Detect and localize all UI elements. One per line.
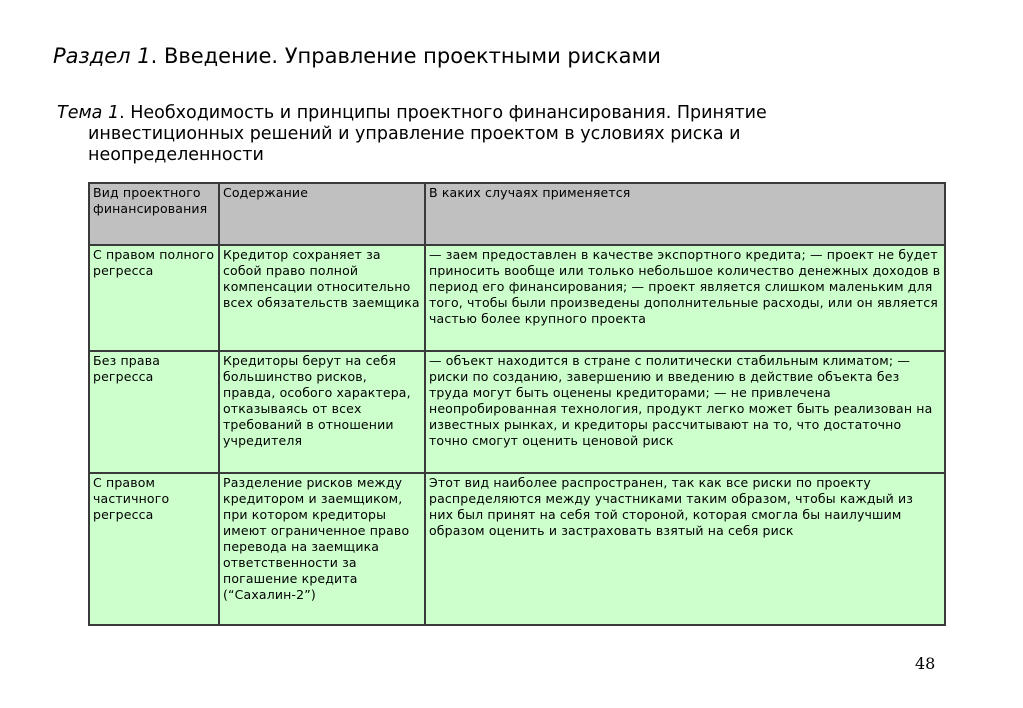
section-heading: . Введение. Управление проектными рисками bbox=[150, 44, 661, 68]
section-title bbox=[53, 44, 661, 68]
page-number: 48 bbox=[915, 654, 936, 673]
section-label: Раздел 1 bbox=[53, 44, 151, 68]
header-content: Содержание bbox=[219, 183, 425, 245]
cell-type: С правом полного регресса bbox=[89, 245, 219, 351]
financing-types-table bbox=[88, 182, 946, 626]
topic-heading bbox=[57, 103, 917, 166]
cell-usage: Этот вид наиболее распространен, так как все риски по проекту распределяются между участниками таким образом, чтобы каждый из них был принят на себя той стороной, которая смогла бы наилучшим образом оценить и застраховать взятый на себя риск bbox=[425, 473, 945, 625]
cell-usage: — объект находится в стране с политически стабильным климатом; — риски по созданию, завершению и введению в действие объекта без труда могут быть оценены кредиторами; — не привлечена неопробированная технология, продукт легко может быть реализован на известных рынках, и кредиторы рассчитывают на то, что достаточно точно смогут оценить ценовой риск bbox=[425, 351, 945, 473]
table-row bbox=[89, 245, 945, 351]
cell-type: Без права регресса bbox=[89, 351, 219, 473]
table-header-row bbox=[89, 183, 945, 245]
cell-type: С правом частичного регресса bbox=[89, 473, 219, 625]
topic-line-3: неопределенности bbox=[88, 145, 264, 165]
topic-label: Тема 1 bbox=[57, 103, 120, 123]
topic-line-1: . Необходимость и принципы проектного финансирования. Принятие bbox=[119, 103, 767, 123]
table-row bbox=[89, 351, 945, 473]
cell-usage: — заем предоставлен в качестве экспортного кредита; — проект не будет приносить вообще или только небольшое количество денежных доходов в период его финансирования; — проект является слишком маленьким для того, чтобы были произведены дополнительные расходы, или он является частью более крупного проекта bbox=[425, 245, 945, 351]
header-usage: В каких случаях применяется bbox=[425, 183, 945, 245]
cell-content: Кредитор сохраняет за собой право полной компенсации относительно всех обязательств заемщика bbox=[219, 245, 425, 351]
topic-line-2: инвестиционных решений и управление проектом в условиях риска и bbox=[88, 124, 741, 144]
table-row bbox=[89, 473, 945, 625]
cell-content: Разделение рисков между кредитором и заемщиком, при котором кредиторы имеют ограниченное право перевода на заемщика ответственности за погашение кредита (“Сахалин-2”) bbox=[219, 473, 425, 625]
cell-content: Кредиторы берут на себя большинство рисков, правда, особого характера, отказываясь от всех требований в отношении учредителя bbox=[219, 351, 425, 473]
header-type: Вид проектного финансирования bbox=[89, 183, 219, 245]
